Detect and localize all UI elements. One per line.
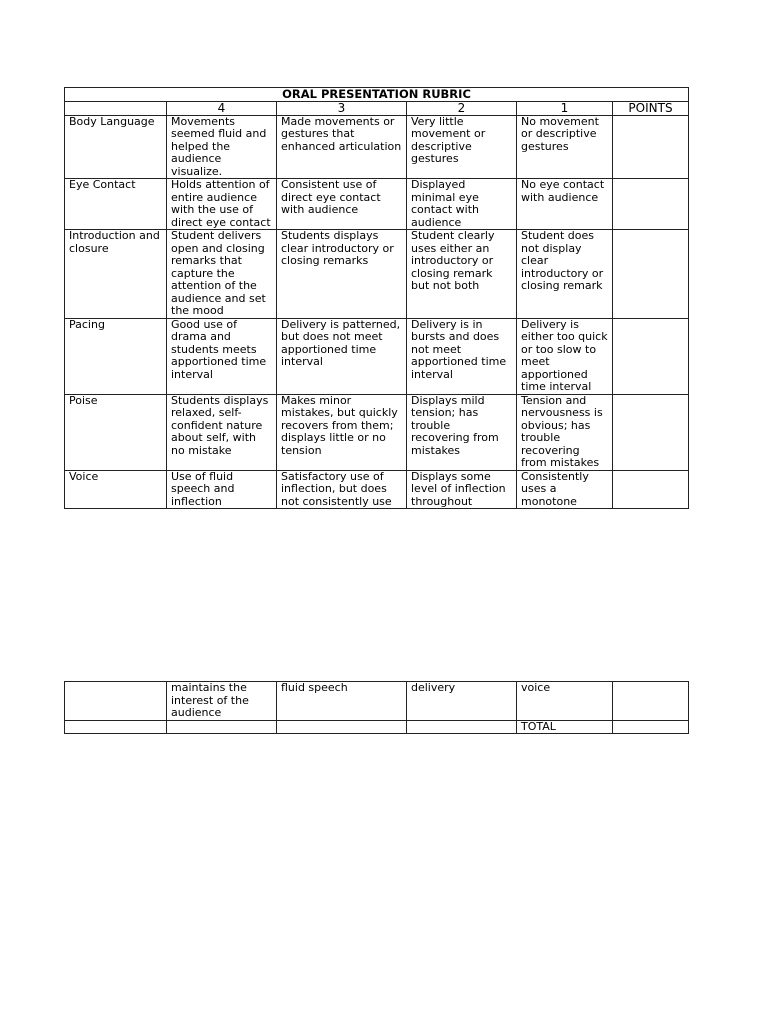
rubric-cell: Made movements or gestures that enhanced articulation xyxy=(277,115,407,179)
rubric-cell: Very little movement or descriptive gestures xyxy=(407,115,517,179)
rubric-cell: fluid speech xyxy=(277,682,407,721)
rubric-row xyxy=(65,230,689,319)
points-cell xyxy=(613,230,689,319)
rubric-cell: Tension and nervousness is obvious; has trouble recovering from mistakes xyxy=(517,394,613,470)
rubric-cell: delivery xyxy=(407,682,517,721)
criterion-cell: Poise xyxy=(65,394,167,470)
header-cell: POINTS xyxy=(613,101,689,115)
header-row xyxy=(65,101,689,115)
rubric-cell xyxy=(407,720,517,734)
rubric-cell: Good use of drama and students meets apportioned time interval xyxy=(167,318,277,394)
header-cell: 3 xyxy=(277,101,407,115)
points-cell xyxy=(613,470,689,509)
criterion-cell: Eye Contact xyxy=(65,179,167,230)
rubric-cell: maintains the interest of the audience xyxy=(167,682,277,721)
criterion-cell xyxy=(65,720,167,734)
rubric-cell: Students displays relaxed, self-confident nature about self, with no mistake xyxy=(167,394,277,470)
rubric-cell: Students displays clear introductory or closing remarks xyxy=(277,230,407,319)
rubric-continuation-table xyxy=(64,681,689,734)
header-cell xyxy=(65,101,167,115)
header-cell: 1 xyxy=(517,101,613,115)
points-cell xyxy=(613,682,689,721)
rubric-table xyxy=(64,87,689,509)
rubric-cell: Student delivers open and closing remarks that capture the attention of the audience and set the mood xyxy=(167,230,277,319)
title-row xyxy=(65,88,689,102)
rubric-cell: No movement or descriptive gestures xyxy=(517,115,613,179)
points-cell xyxy=(613,318,689,394)
rubric-row xyxy=(65,318,689,394)
criterion-cell: Body Language xyxy=(65,115,167,179)
header-cell: 4 xyxy=(167,101,277,115)
rubric-cell xyxy=(277,720,407,734)
rubric-cell: Displays mild tension; has trouble recovering from mistakes xyxy=(407,394,517,470)
rubric-cell: TOTAL xyxy=(517,720,613,734)
rubric-cell: Use of fluid speech and inflection xyxy=(167,470,277,509)
rubric-cell: Displays some level of inflection throughout xyxy=(407,470,517,509)
rubric-row xyxy=(65,179,689,230)
points-cell xyxy=(613,720,689,734)
rubric-cell: Consistently uses a monotone xyxy=(517,470,613,509)
rubric-cell: Movements seemed fluid and helped the audience visualize. xyxy=(167,115,277,179)
rubric-row xyxy=(65,394,689,470)
rubric-cell: Student does not display clear introductory or closing remark xyxy=(517,230,613,319)
continuation-row xyxy=(65,682,689,721)
continuation-row xyxy=(65,720,689,734)
criterion-cell xyxy=(65,682,167,721)
rubric-cell: Holds attention of entire audience with the use of direct eye contact xyxy=(167,179,277,230)
criterion-cell: Introduction and closure xyxy=(65,230,167,319)
points-cell xyxy=(613,394,689,470)
rubric-cell: Satisfactory use of inflection, but does not consistently use xyxy=(277,470,407,509)
rubric-cell: Displayed minimal eye contact with audience xyxy=(407,179,517,230)
rubric-cell: Delivery is patterned, but does not meet apportioned time interval xyxy=(277,318,407,394)
rubric-row xyxy=(65,115,689,179)
rubric-cell: Consistent use of direct eye contact with audience xyxy=(277,179,407,230)
criterion-cell: Voice xyxy=(65,470,167,509)
rubric-cell: Delivery is either too quick or too slow to meet apportioned time interval xyxy=(517,318,613,394)
rubric-cell xyxy=(167,720,277,734)
points-cell xyxy=(613,115,689,179)
points-cell xyxy=(613,179,689,230)
rubric-cell: Student clearly uses either an introductory or closing remark but not both xyxy=(407,230,517,319)
rubric-cell: Makes minor mistakes, but quickly recovers from them; displays little or no tension xyxy=(277,394,407,470)
rubric-cell: voice xyxy=(517,682,613,721)
rubric-cell: Delivery is in bursts and does not meet apportioned time interval xyxy=(407,318,517,394)
rubric-title: ORAL PRESENTATION RUBRIC xyxy=(65,88,689,102)
header-cell: 2 xyxy=(407,101,517,115)
criterion-cell: Pacing xyxy=(65,318,167,394)
rubric-row xyxy=(65,470,689,509)
rubric-cell: No eye contact with audience xyxy=(517,179,613,230)
